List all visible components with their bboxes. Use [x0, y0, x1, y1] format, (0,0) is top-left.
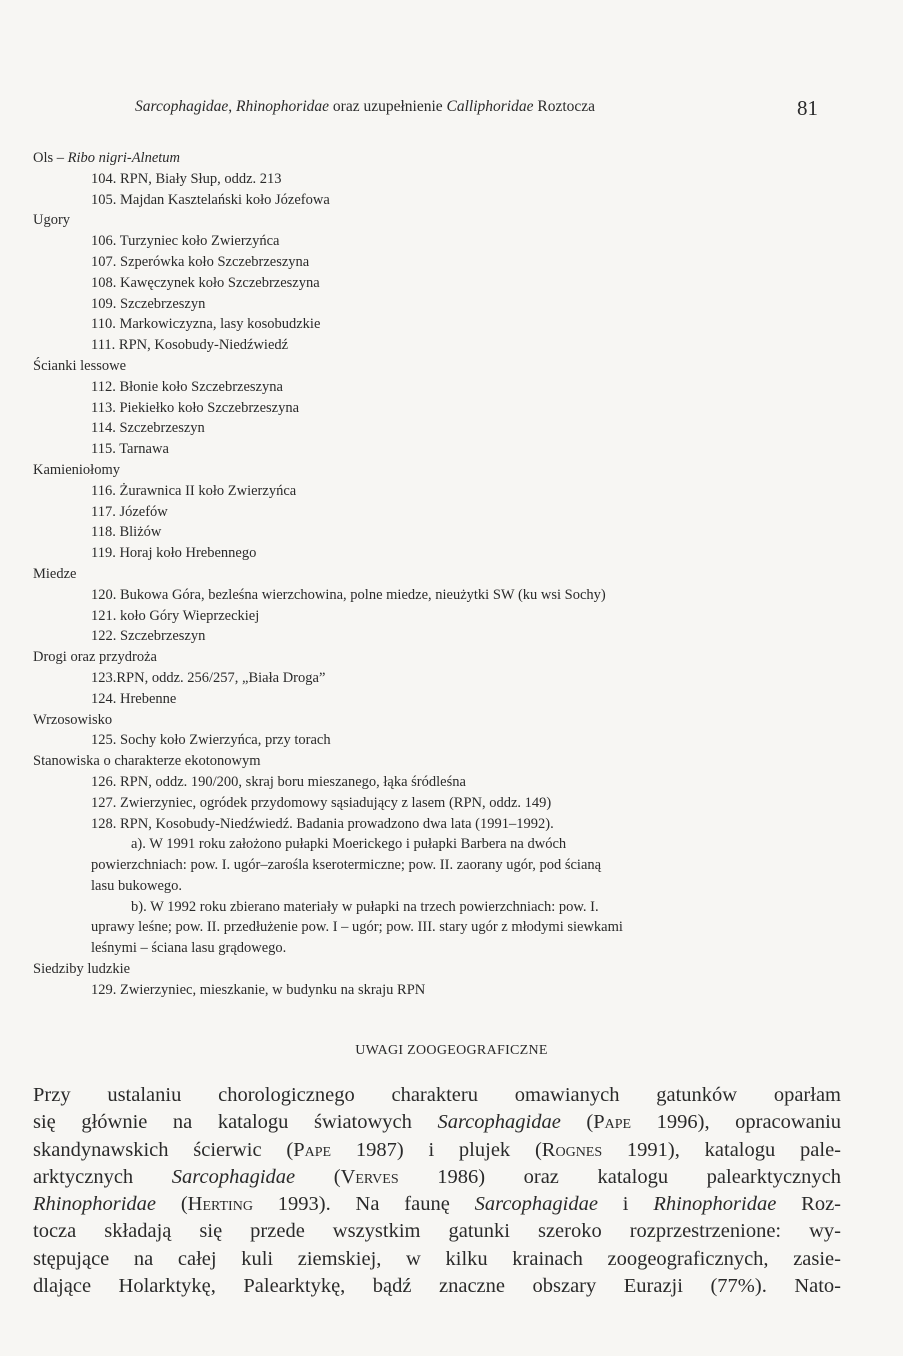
text-run: 1991), katalogu pale-	[602, 1138, 842, 1161]
entry-text: 118. Bliżów	[91, 524, 162, 541]
text-run: 1986) oraz katalogu palearktycznych	[398, 1165, 841, 1188]
paragraph-line	[33, 1273, 841, 1300]
entry-text: 107. Szperówka koło Szczebrzeszyna	[91, 253, 310, 270]
author-name: Verves	[340, 1165, 399, 1188]
text-run: dlające Holarktykę, Palearktykę, bądź znaczne obszary Eurazji (77%). Nato-	[33, 1275, 841, 1298]
locality-item	[33, 398, 833, 419]
title-part: Sarcophagidae	[135, 98, 229, 115]
habitat-category	[33, 564, 833, 585]
locality-item	[33, 481, 833, 502]
entry-text: 116. Żurawnica II koło Zwierzyńca	[91, 482, 297, 499]
locality-item	[33, 793, 833, 814]
entry-text: 126. RPN, oddz. 190/200, skraj boru mieszanego, łąka śródleśna	[91, 773, 466, 790]
entry-text: 115. Tarnawa	[91, 441, 169, 458]
note-line: lasu bukowego.	[91, 877, 183, 894]
paragraph-line	[33, 1109, 841, 1136]
text-run: 1996), opracowaniu	[631, 1111, 842, 1134]
locality-item	[33, 585, 833, 606]
author-name: Pape	[593, 1111, 632, 1134]
locality-item	[33, 377, 833, 398]
habitat-category	[33, 460, 833, 481]
entry-text: 123.RPN, oddz. 256/257, „Biała Droga”	[91, 669, 326, 686]
taxon-name: Sarcophagidae	[171, 1165, 296, 1188]
locality-item	[33, 314, 833, 335]
entry-text: 121. koło Góry Wieprzeckiej	[91, 607, 260, 624]
taxon-name: Rhinophoridae	[653, 1193, 777, 1216]
entry-text: 104. RPN, Biały Słup, oddz. 213	[91, 170, 282, 187]
title-part: Roztocza	[533, 98, 596, 115]
note-line: a). W 1991 roku założono pułapki Moerickego i pułapki Barbera na dwóch	[131, 836, 567, 853]
taxon-name: Rhinophoridae	[33, 1193, 156, 1216]
entry-text: 106. Turzyniec koło Zwierzyńca	[91, 233, 280, 250]
entry-text: Kamieniołomy	[33, 461, 120, 478]
entry-text: 125. Sochy koło Zwierzyńca, przy torach	[91, 732, 331, 749]
paragraph-line	[33, 1137, 841, 1164]
text-run: 1987) i plujek (	[331, 1138, 542, 1161]
entry-text: 105. Majdan Kasztelański koło Józefowa	[91, 191, 330, 208]
title-part: Calliphoridae	[446, 98, 534, 115]
locality-item	[33, 772, 833, 793]
locality-item	[33, 668, 833, 689]
title-part: Rhinophoridae	[236, 98, 330, 115]
text-run: tocza składają się przede wszystkim gatunki szeroko rozprzestrzenione: wy-	[33, 1220, 841, 1243]
author-name: Herting	[187, 1193, 253, 1216]
text-run: i	[597, 1193, 654, 1216]
text-run: skandynawskich ścierwic (	[33, 1138, 294, 1161]
locality-item	[33, 980, 833, 1001]
entry-text: 124. Hrebenne	[91, 690, 177, 707]
locality-item	[33, 335, 833, 356]
entry-text: Siedziby ludzkie	[33, 961, 131, 978]
locality-item	[33, 606, 833, 627]
text-run: Przy ustalaniu chorologicznego charakteru omawianych gatunków oparłam	[33, 1084, 841, 1106]
author-name: Pape	[293, 1138, 332, 1161]
entry-text: Ols –	[33, 150, 68, 166]
entry-text: Ugory	[33, 212, 71, 229]
locality-item	[33, 730, 833, 751]
text-run: się głównie na katalogu światowych	[33, 1111, 438, 1134]
entry-text: Stanowiska o charakterze ekotonowym	[33, 753, 261, 770]
text-run: Roz-	[776, 1193, 841, 1216]
text-run: (	[295, 1165, 341, 1188]
taxon-name: Sarcophagidae	[474, 1193, 598, 1216]
locality-item	[33, 689, 833, 710]
locality-item	[33, 439, 833, 460]
paragraph-line	[33, 1191, 841, 1218]
locality-item	[33, 231, 833, 252]
habitat-category	[33, 210, 833, 231]
locality-item	[33, 543, 833, 564]
locality-list	[33, 148, 833, 1001]
locality-item	[33, 522, 833, 543]
entry-text: 120. Bukowa Góra, bezleśna wierzchowina, polne miedze, nieużytki SW (ku wsi Sochy)	[91, 586, 606, 603]
note-line: uprawy leśne; pow. II. przedłużenie pow. I – ugór; pow. III. stary ugór z młodymi siewkami	[91, 919, 623, 936]
site-note	[33, 834, 823, 896]
locality-item	[33, 190, 833, 211]
habitat-category	[33, 647, 833, 668]
habitat-category	[33, 356, 833, 377]
paragraph-line	[33, 1082, 841, 1109]
habitat-category	[33, 710, 833, 731]
entry-text: Miedze	[33, 565, 77, 582]
paragraph-line	[33, 1164, 841, 1191]
running-header	[0, 98, 903, 126]
taxon-name: Sarcophagidae	[437, 1111, 561, 1134]
entry-text: 112. Błonie koło Szczebrzeszyna	[91, 378, 283, 395]
locality-item	[33, 626, 833, 647]
locality-item	[33, 273, 833, 294]
body-paragraph	[33, 1082, 841, 1300]
text-run: 1993). Na faunę	[252, 1193, 475, 1216]
entry-text: 129. Zwierzyniec, mieszkanie, w budynku na skraju RPN	[91, 981, 426, 998]
entry-text: 111. RPN, Kosobudy-Niedźwiedź	[91, 337, 289, 354]
entry-text: Drogi oraz przydroża	[33, 649, 157, 666]
locality-item	[33, 814, 833, 835]
title-part: ,	[228, 98, 237, 115]
locality-item	[33, 418, 833, 439]
entry-text: 114. Szczebrzeszyn	[91, 420, 205, 437]
text-run: (	[156, 1193, 188, 1216]
entry-text: Ścianki lessowe	[33, 357, 127, 374]
habitat-category	[33, 751, 833, 772]
running-title	[135, 98, 595, 116]
entry-text: 113. Piekiełko koło Szczebrzeszyna	[91, 399, 300, 416]
locality-item	[33, 502, 833, 523]
note-line: leśnymi – ściana lasu grądowego.	[91, 940, 287, 957]
habitat-category	[33, 959, 833, 980]
association-name: Ribo nigri-Alnetum	[67, 150, 181, 166]
page-number: 81	[797, 96, 818, 120]
entry-text: 119. Horaj koło Hrebennego	[91, 545, 257, 562]
entry-text: 109. Szczebrzeszyn	[91, 295, 206, 312]
entry-text: Wrzosowisko	[33, 711, 113, 728]
paragraph-line	[33, 1246, 841, 1273]
locality-item	[33, 169, 833, 190]
section-heading: UWAGI ZOOGEOGRAFICZNE	[355, 1043, 548, 1058]
entry-text: 122. Szczebrzeszyn	[91, 628, 206, 645]
entry-text: 108. Kawęczynek koło Szczebrzeszyna	[91, 274, 320, 291]
text-run: (	[560, 1111, 594, 1134]
entry-text: 110. Markowiczyzna, lasy kosobudzkie	[91, 316, 321, 333]
text-run: stępujące na całej kuli ziemskiej, w kilku krainach zoogeograficznych, zasie-	[33, 1247, 841, 1270]
entry-text: 117. Józefów	[91, 503, 168, 520]
entry-text: 127. Zwierzyniec, ogródek przydomowy sąsiadujący z lasem (RPN, oddz. 149)	[91, 794, 552, 811]
paragraph-line	[33, 1218, 841, 1245]
title-part: oraz uzupełnienie	[329, 98, 447, 115]
note-line: b). W 1992 roku zbierano materiały w pułapki na trzech powierzchniach: pow. I.	[131, 898, 599, 915]
locality-item	[33, 294, 833, 315]
habitat-category	[33, 148, 833, 169]
note-line: powierzchniach: pow. I. ugór–zarośla kserotermiczne; pow. II. zaorany ugór, pod ścianą	[91, 857, 602, 874]
entry-text: 128. RPN, Kosobudy-Niedźwiedź. Badania prowadzono dwa lata (1991–1992).	[91, 815, 554, 832]
author-name: Rognes	[541, 1138, 603, 1161]
text-run: arktycznych	[33, 1165, 172, 1188]
site-note	[33, 897, 823, 959]
locality-item	[33, 252, 833, 273]
